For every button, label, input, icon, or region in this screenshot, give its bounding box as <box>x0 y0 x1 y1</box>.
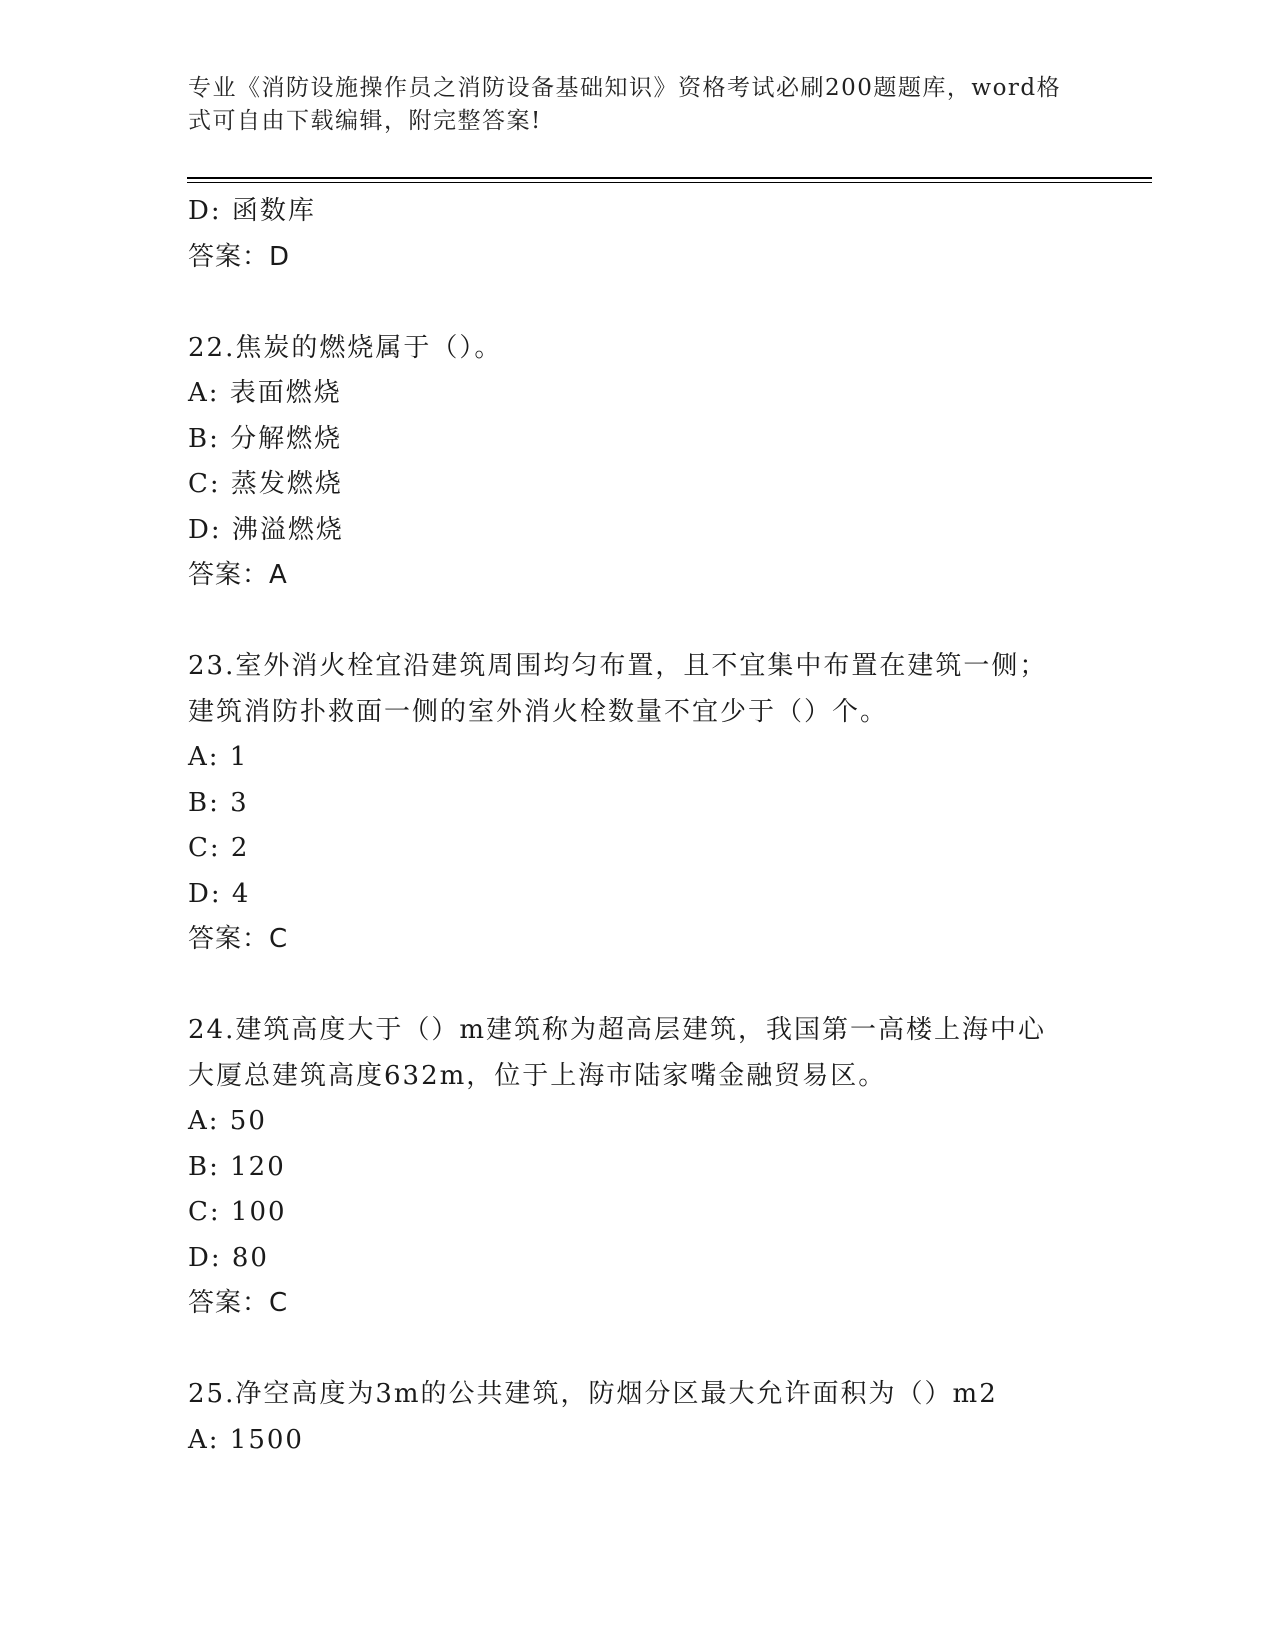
option-c: C: 2 <box>188 833 250 863</box>
answer-line: 答案：C <box>188 924 289 954</box>
question-block <box>188 326 1088 599</box>
answer-line: 答案：A <box>188 560 288 590</box>
spacer <box>188 1327 1088 1373</box>
option-b: B: 3 <box>188 787 249 818</box>
answer-line: 答案：D <box>188 241 291 272</box>
question-text: 22.焦炭的燃烧属于（）。 <box>188 332 503 363</box>
spacer <box>188 963 1088 1009</box>
option-c: C: 蒸发燃烧 <box>188 469 343 499</box>
spacer <box>188 280 1088 326</box>
option-a: A: 50 <box>188 1106 267 1136</box>
question-block <box>188 644 1088 963</box>
answer-line: 答案：C <box>188 1288 289 1318</box>
option-d: D: 80 <box>188 1242 269 1273</box>
document-header <box>188 72 1068 138</box>
spacer <box>188 599 1088 645</box>
question-block <box>188 1008 1088 1327</box>
option-b: B: 120 <box>188 1151 286 1182</box>
question-text-continued: 建筑消防扑救面一侧的室外消火栓数量不宜少于（）个。 <box>188 696 889 727</box>
question-text: 23.室外消火栓宜沿建筑周围均匀布置，且不宜集中布置在建筑一侧； <box>188 651 1048 681</box>
question-text-continued: 大厦总建筑高度632m，位于上海市陆家嘴金融贸易区。 <box>188 1060 887 1091</box>
option-c: C: 100 <box>188 1197 287 1227</box>
option-a: A: 1 <box>188 742 249 772</box>
question-block <box>188 1372 1088 1463</box>
header-divider-thick <box>187 177 1152 179</box>
option-d: D: 函数库 <box>188 196 316 226</box>
option-d: D: 4 <box>188 878 251 909</box>
header-title: 专业《消防设施操作员之消防设备基础知识》资格考试必刷200题题库，word格式可自由下载编辑，附完整答案! <box>188 75 1062 134</box>
option-d: D: 沸溢燃烧 <box>188 514 344 545</box>
question-text: 24.建筑高度大于（）m建筑称为超高层建筑，我国第一高楼上海中心 <box>188 1015 1047 1045</box>
question-list <box>188 189 1088 1463</box>
option-a: A: 1500 <box>188 1424 304 1455</box>
question-text: 25.净空高度为3m的公共建筑，防烟分区最大允许面积为（）m2 <box>188 1379 998 1409</box>
option-a: A: 表面燃烧 <box>188 378 342 408</box>
option-b: B: 分解燃烧 <box>188 423 343 454</box>
header-divider-thin <box>187 182 1152 183</box>
